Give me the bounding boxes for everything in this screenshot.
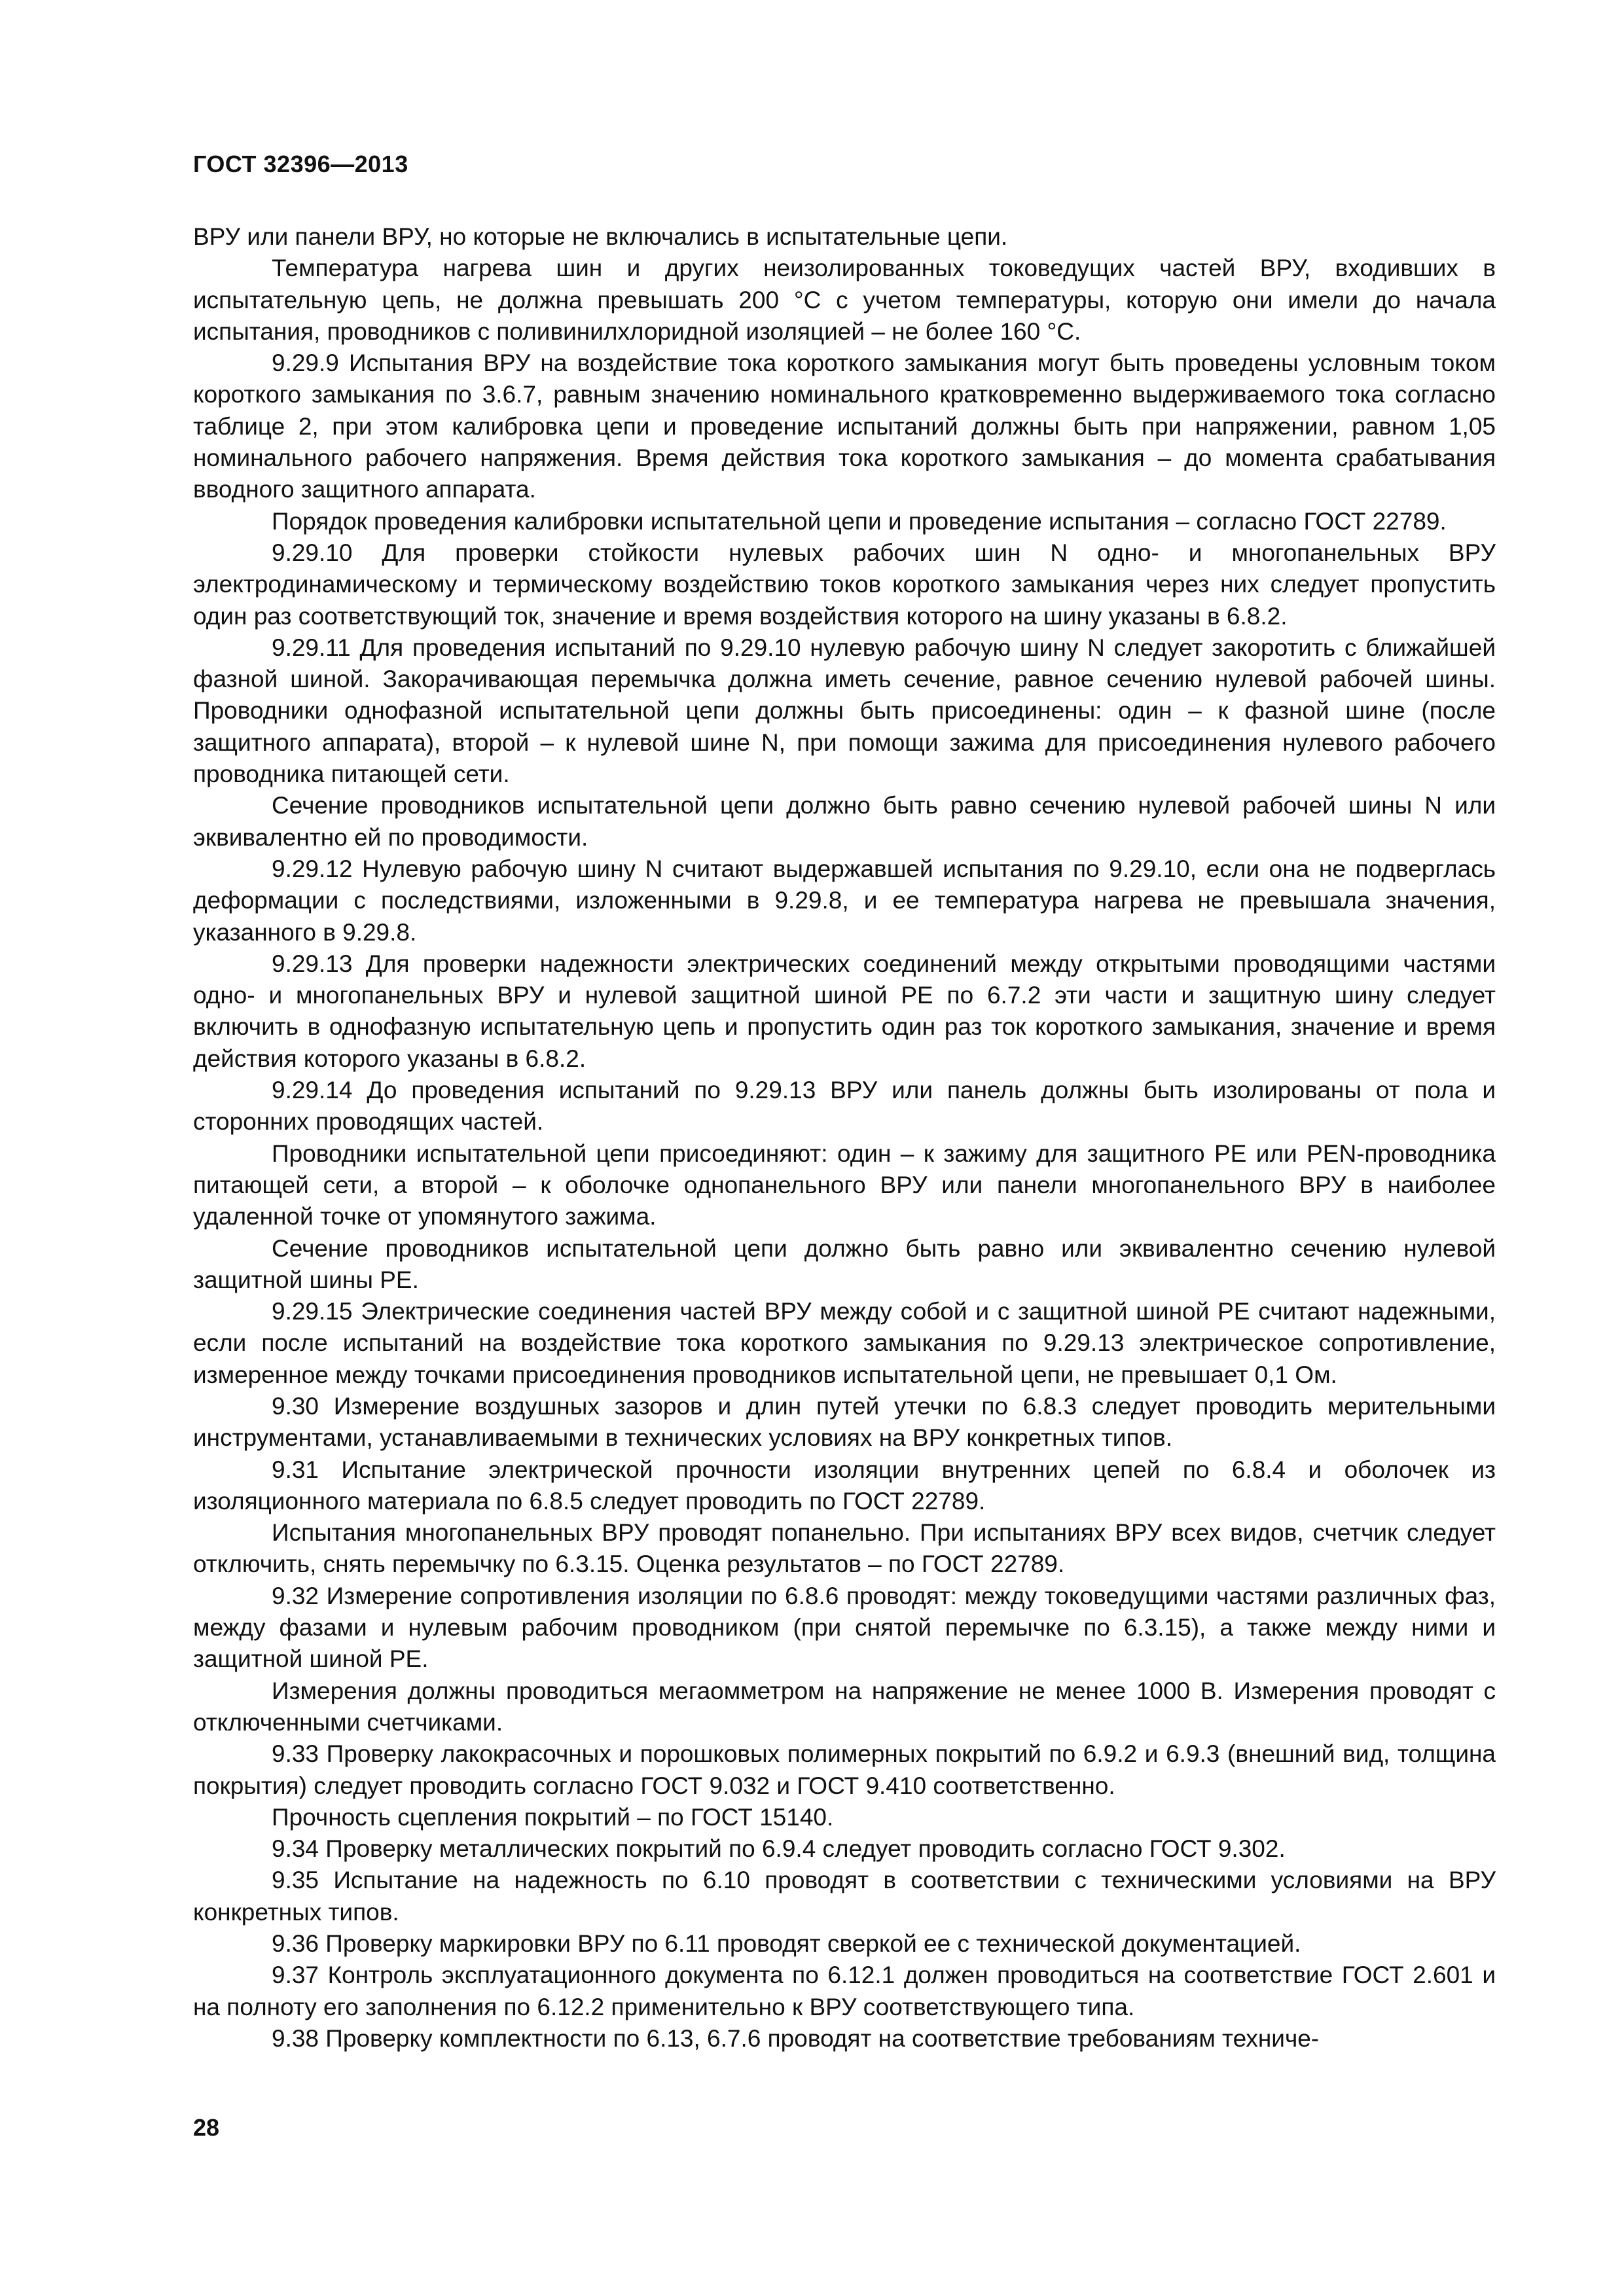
paragraph-9-36: 9.36 Проверку маркировки ВРУ по 6.11 проводят сверкой ее с технической документацией.	[272, 1930, 1301, 1958]
paragraph-9-35: 9.35 Испытание на надежность по 6.10 проводят в соответствии с техническими условиями на ВРУ конкретных типов.	[193, 1867, 1496, 1926]
paragraph: Испытания многопанельных ВРУ проводят попанельно. При испытаниях ВРУ всех видов, счетчик следует отключить, снять перемычку по 6.3.15. Оценка результатов – по ГОСТ 22789.	[193, 1519, 1496, 1578]
paragraph-9-30: 9.30 Измерение воздушных зазоров и длин путей утечки по 6.8.3 следует проводить мерительными инструментами, устанавливаемыми в технических условиях на ВРУ конкретных типов.	[193, 1392, 1496, 1452]
paragraph-9-31: 9.31 Испытание электрической прочности изоляции внутренних цепей по 6.8.4 и оболочек из изоляционного материала по 6.8.5 следует проводить по ГОСТ 22789.	[193, 1456, 1496, 1515]
paragraph: Порядок проведения калибровки испытательной цепи и проведение испытания – согласно ГОСТ 22789.	[272, 507, 1447, 535]
paragraph: Температура нагрева шин и других неизолированных токоведущих частей ВРУ, входивших в испытательную цепь, не должна превышать 200 °С с учетом температуры, которую они имели до начала испытания, проводников с поливинилхлоридной изоляцией – не более 160 °С.	[193, 255, 1496, 345]
document-header: ГОСТ 32396—2013	[193, 151, 408, 177]
paragraph: Сечение проводников испытательной цепи должно быть равно сечению нулевой рабочей шины N или эквивалентно ей по проводимости.	[193, 792, 1496, 851]
paragraph: Сечение проводников испытательной цепи должно быть равно или эквивалентно сечению нулевой защитной шины PE.	[193, 1234, 1496, 1293]
paragraph: ВРУ или панели ВРУ, но которые не включались в испытательные цепи.	[193, 223, 1008, 250]
paragraph-9-37: 9.37 Контроль эксплуатационного документа по 6.12.1 должен проводиться на соответствие ГОСТ 2.601 и на полноту его заполнения по 6.12.2 применительно к ВРУ соответствующего типа.	[193, 1962, 1496, 2020]
paragraph-9-29-11: 9.29.11 Для проведения испытаний по 9.29.10 нулевую рабочую шину N следует закоротить с ближайшей фазной шиной. Закорачивающая перемычка должна иметь сечение, равное сечению нулевой рабочей шины. Проводники однофазной испытательной цепи должны быть присоединены: один – к фазной шине (после защитного аппарата), второй – к нулевой шине N, при помощи зажима для присоединения нулевого рабочего проводника питающей сети.	[193, 634, 1496, 788]
paragraph-9-29-14: 9.29.14 До проведения испытаний по 9.29.13 ВРУ или панель должны быть изолированы от пола и сторонних проводящих частей.	[193, 1077, 1496, 1136]
paragraph: Прочность сцепления покрытий – по ГОСТ 15140.	[272, 1803, 834, 1831]
document-body	[193, 221, 1496, 2054]
paragraph-9-29-13: 9.29.13 Для проверки надежности электрических соединений между открытыми проводящими частями одно- и многопанельных ВРУ и нулевой защитной шиной PE по 6.7.2 эти части и защитную шину следует включить в однофазную испытательную цепь и пропустить один раз ток короткого замыкания, значение и время действия которого указаны в 6.8.2.	[193, 950, 1496, 1072]
paragraph-9-38: 9.38 Проверку комплектности по 6.13, 6.7.6 проводят на соответствие требованиям техниче-	[272, 2024, 1320, 2052]
paragraph-9-34: 9.34 Проверку металлических покрытий по 6.9.4 следует проводить согласно ГОСТ 9.302.	[272, 1835, 1286, 1863]
paragraph-9-29-10: 9.29.10 Для проверки стойкости нулевых рабочих шин N одно- и многопанельных ВРУ электродинамическому и термическому воздействию токов короткого замыкания через них следует пропустить один раз соответствующий ток, значение и время воздействия которого на шину указаны в 6.8.2.	[193, 539, 1496, 630]
paragraph-9-29-15: 9.29.15 Электрические соединения частей ВРУ между собой и с защитной шиной PE считают надежными, если после испытаний на воздействие тока короткого замыкания по 9.29.13 электрическое сопротивление, измеренное между точками присоединения проводников испытательной цепи, не превышает 0,1 Ом.	[193, 1298, 1496, 1388]
paragraph-9-29-12: 9.29.12 Нулевую рабочую шину N считают выдержавшей испытания по 9.29.10, если она не подверглась деформации с последствиями, изложенными в 9.29.8, и ее температура нагрева не превышала значения, указанного в 9.29.8.	[193, 855, 1496, 946]
paragraph-9-33: 9.33 Проверку лакокрасочных и порошковых полимерных покрытий по 6.9.2 и 6.9.3 (внешний вид, толщина покрытия) следует проводить согласно ГОСТ 9.032 и ГОСТ 9.410 соответственно.	[193, 1740, 1496, 1799]
page-number: 28	[193, 2114, 220, 2141]
paragraph: Проводники испытательной цепи присоединяют: один – к зажиму для защитного PE или PEN-проводника питающей сети, а второй – к оболочке однопанельного ВРУ или панели многопанельного ВРУ в наиболее удаленной точке от упомянутого зажима.	[193, 1139, 1496, 1230]
paragraph-9-29-9: 9.29.9 Испытания ВРУ на воздействие тока короткого замыкания могут быть проведены условным током короткого замыкания по 3.6.7, равным значению номинального кратковременно выдерживаемого тока согласно таблице 2, при этом калибровка цепи и проведение испытаний должны быть при напряжении, равном 1,05 номинального рабочего напряжения. Время действия тока короткого замыкания – до момента срабатывания вводного защитного аппарата.	[193, 350, 1496, 503]
paragraph: Измерения должны проводиться мегаомметром на напряжение не менее 1000 В. Измерения проводят с отключенными счетчиками.	[193, 1677, 1496, 1736]
paragraph-9-32: 9.32 Измерение сопротивления изоляции по 6.8.6 проводят: между токоведущими частями различных фаз, между фазами и нулевым рабочим проводником (при снятой перемычке по 6.3.15), а также между ними и защитной шиной PE.	[193, 1582, 1496, 1673]
